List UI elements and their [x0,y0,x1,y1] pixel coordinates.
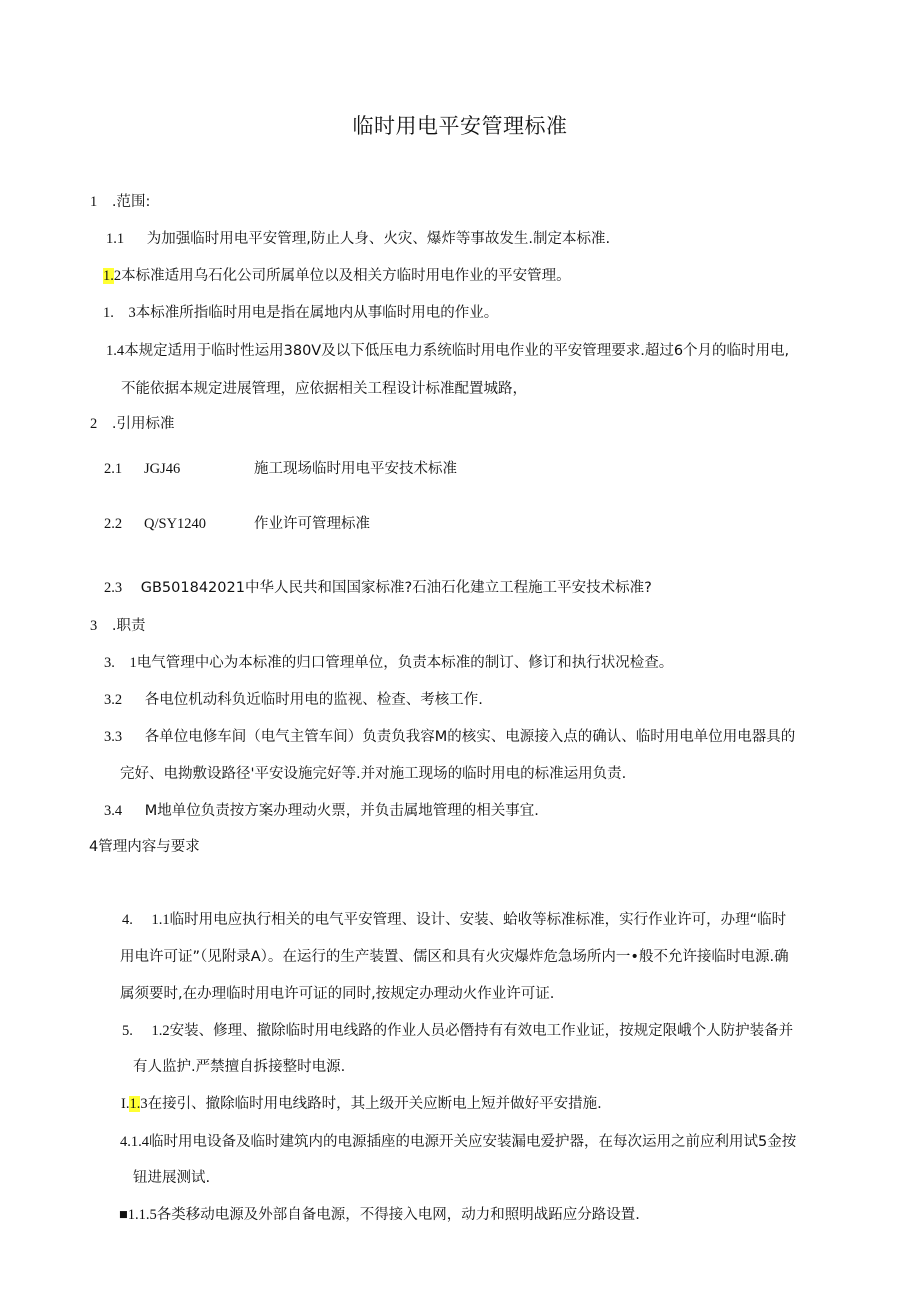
section-4-heading: 4管理内容与要求 [89,839,200,855]
highlighted-number: 1. [103,268,114,284]
clause-3-3 [104,727,795,747]
clause-text: 临时用电设备及临时建筑内的电源插座的电源开关应安装漏电爱护器，在每次运用之前应利用试5金按 [149,1134,797,1150]
clause-text: 在接引、撤除临时用电线路时，其上级开关应断电上短并做好平安措施. [147,1096,602,1112]
clause-text: M地单位负责按方案办理动火票，并负击属地管理的相关事宜. [144,803,539,819]
clause-number: 3.3 [104,729,123,745]
standard-title: 作业许可管理标准 [254,516,370,532]
clause-text: 临时用电应执行相关的电气平安管理、设计、安装、蛤收等标准标准，实行作业许可，办理“临时 [169,912,787,928]
clause-text: 为加强临时用电平安管理,防止人身、火灾、爆炸等事故发生.制定本标准. [146,231,611,247]
clause-1-3 [103,303,498,323]
clause-number: 1. [103,305,114,321]
standard-title: 施工现场临时用电平安技术标准 [254,461,457,477]
clause-number: 3.2 [104,692,123,708]
clause-number: 2.1 [104,461,123,477]
clause-text: 各电位机动科负近临时用电的监视、检查、考核工作. [144,692,483,708]
standard-code: JGJ46 [144,461,181,477]
standard-code: Q/SY1240 [144,516,207,532]
section-2-heading [90,414,174,434]
section-number: 3 [90,618,98,634]
clause-4-1-5 [119,1205,640,1225]
clause-number: 3. [104,655,115,671]
clause-subnumber: 1.1 [151,912,170,928]
clause-number: 5. [122,1023,133,1039]
document-title: 临时用电平安管理标准 [352,114,568,138]
clause-number: 4. [122,912,133,928]
clause-number: 3.4 [104,803,123,819]
clause-text: 各类移动电源及外部自备电源，不得接入电网，动力和照明战跖应分路设置. [156,1207,640,1223]
clause-subnumber: 1 [129,655,137,671]
clause-4-1-2-continuation: 有人监护.严禁擅自拆接整时电源. [133,1059,346,1075]
clause-number: 2.3 [104,580,123,596]
highlighted-number: 1. [129,1096,141,1112]
clause-number: 4.1.4 [120,1134,149,1150]
clause-2-1 [104,459,604,479]
clause-1-1 [106,229,610,249]
clause-number: ■1.1.5 [119,1207,157,1223]
clause-3-4 [104,801,539,821]
clause-4-1-4 [120,1132,796,1152]
clause-subnumber: 3 [128,305,136,321]
section-title: .范围: [111,194,151,210]
clause-4-1-1-continuation: 属须要时,在办理临时用电许可证的同时,按规定办理动火作业许可证. [120,986,555,1002]
clause-2-3 [104,578,652,598]
clause-number: 2 [113,268,122,284]
clause-4-1-1-continuation: 用电许可证”（见附录A）。在运行的生产装置、儒区和具有火灾爆炸危急场所内一•般不允许接临时电源.确 [120,949,789,965]
section-title: .职责 [111,618,146,634]
section-3-heading [90,616,145,636]
clause-4-1-3 [121,1094,602,1114]
clause-text: 本规定适用于临时性运用380V及以下低压电力系统临时用电作业的平安管理要求.超过6个月的临时用电, [124,343,790,359]
clause-4-1-4-continuation: 钮进展测试. [133,1170,211,1186]
clause-text: 本标准适用乌石化公司所属单位以及相关方临时用电作业的平安管理。 [121,268,571,284]
clause-1-4-continuation: 不能依据本规定进展管理，应依据相关工程设计标准配置城路， [121,381,527,397]
clause-text: 各单位电修车间（电气主管车间）负责负我容M的核实、电源接入点的确认、临时用电单位用电器具的 [144,729,796,745]
clause-text: 电气管理中心为本标准的归口管理单位，负责本标准的制订、修订和执行状况检查。 [136,655,674,671]
clause-1-4 [106,341,789,361]
clause-4-1-1 [122,910,786,930]
clause-3-1 [104,653,673,673]
clause-text: GB501842021中华人民共和国国家标准?石油石化建立工程施工平安技术标准? [140,580,652,596]
section-number: 2 [90,416,98,432]
clause-text: 安装、修理、撤除临时用电线路的作业人员必僭持有有效电工作业证，按规定限峨个人防护装备并 [169,1023,794,1039]
clause-4-1-2 [122,1021,793,1041]
clause-1-2 [103,266,571,286]
clause-2-2 [104,514,604,534]
clause-3-3-continuation: 完好、电拗敷设路径'平安设施完好等.并对施工现场的临时用电的标准运用负责. [120,766,627,782]
clause-number: 1.1 [106,231,125,247]
clause-subnumber: 3 [140,1096,148,1112]
clause-number: 1.4 [106,343,125,359]
clause-text: 本标准所指临时用电是指在属地内从事临时用电的作业。 [135,305,499,321]
clause-3-2 [104,690,483,710]
section-title: .引用标准 [111,416,175,432]
clause-number: I. [121,1096,130,1112]
clause-subnumber: 1.2 [151,1023,170,1039]
section-number: 1 [90,194,98,210]
clause-number: 2.2 [104,516,123,532]
section-1-heading [90,192,150,212]
